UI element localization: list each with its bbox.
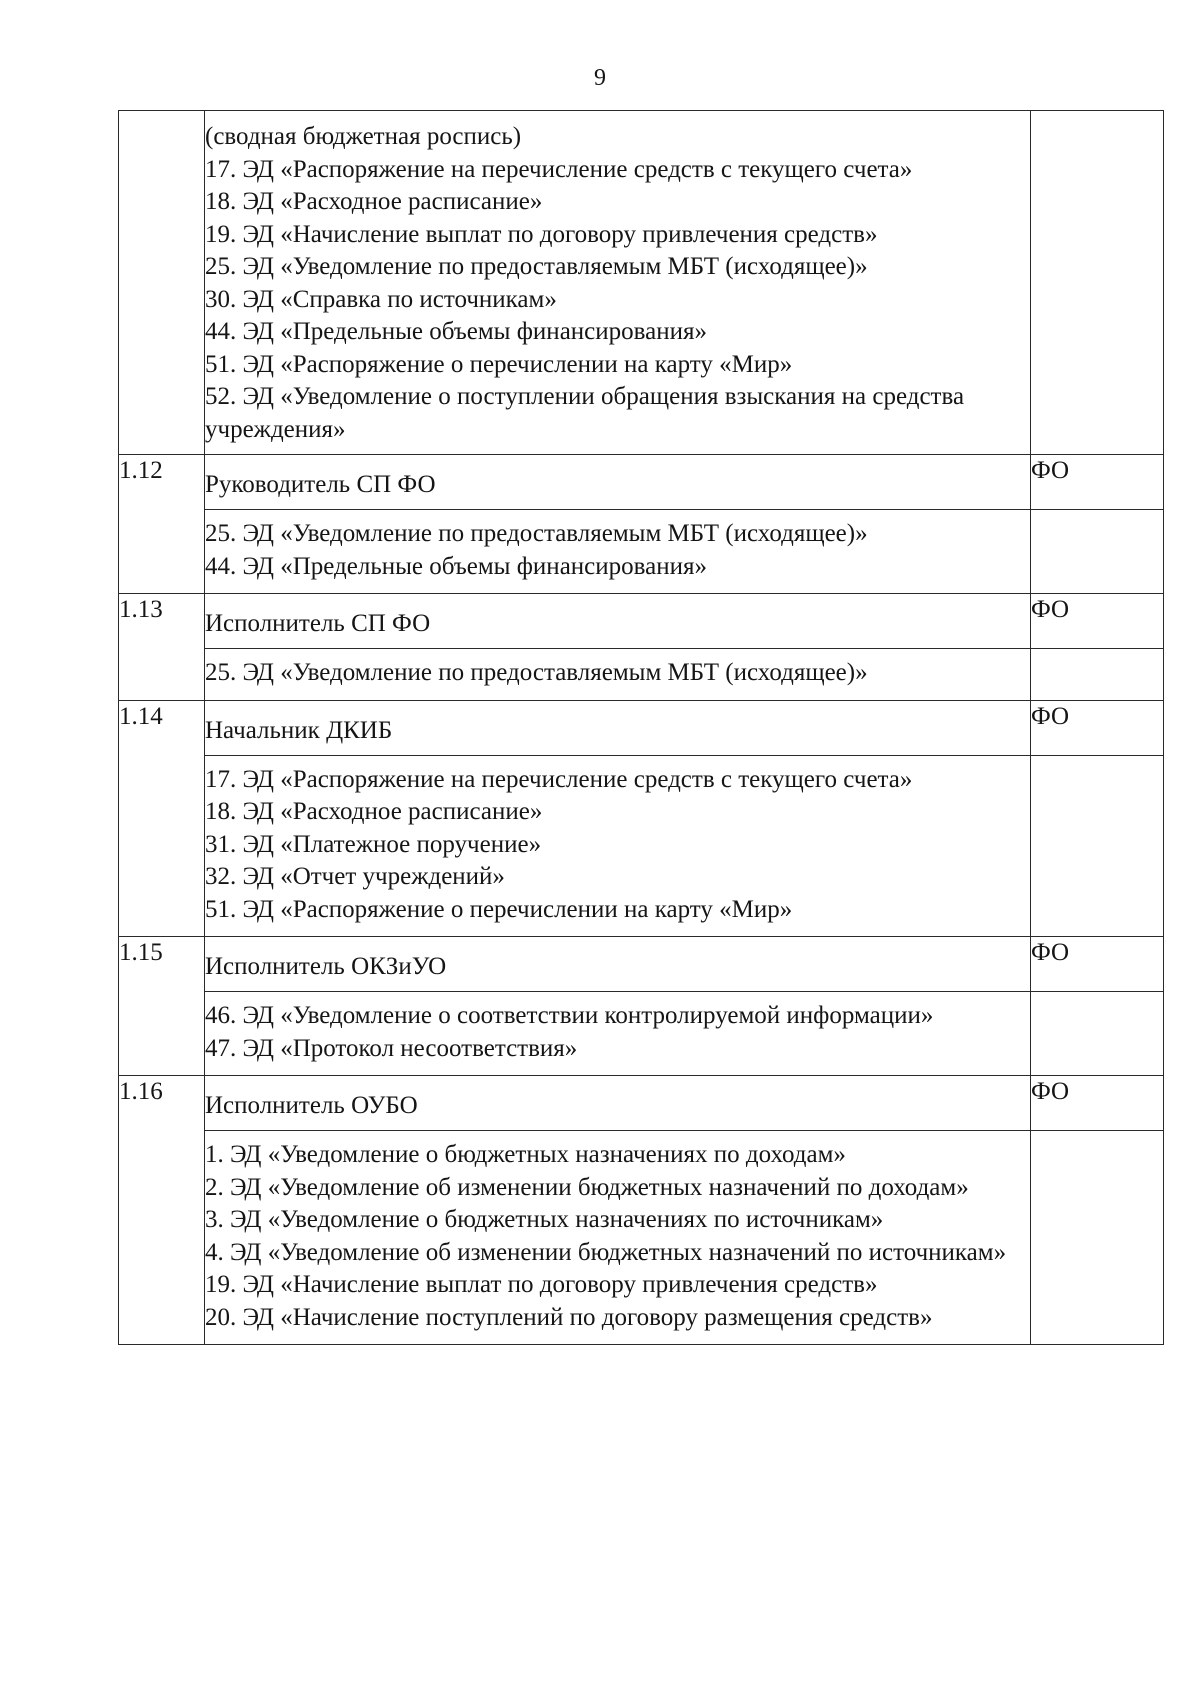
document-table bbox=[118, 110, 1164, 1345]
empty-cell bbox=[1031, 755, 1164, 937]
document-list bbox=[205, 1131, 1031, 1345]
list-item: 2. ЭД «Уведомление об изменении бюджетных назначений по доходам» bbox=[205, 1173, 969, 1201]
list-item: 4. ЭД «Уведомление об изменении бюджетных назначений по источникам» bbox=[205, 1238, 1007, 1266]
list-item: 19. ЭД «Начисление выплат по договору привлечения средств» bbox=[205, 1271, 878, 1298]
table-row bbox=[119, 1076, 1164, 1131]
list-item: 18. ЭД «Расходное расписание» bbox=[205, 188, 543, 215]
page-number: 9 bbox=[594, 65, 606, 91]
list-item: 31. ЭД «Платежное поручение» bbox=[205, 830, 542, 858]
row-number: 1.12 bbox=[119, 455, 205, 594]
org-code: ФО bbox=[1031, 455, 1164, 510]
list-item: 25. ЭД «Уведомление по предоставляемым МБТ (исходящее)» bbox=[205, 520, 868, 547]
role-title: Исполнитель СП ФО bbox=[205, 594, 1031, 649]
list-item: 44. ЭД «Предельные объемы финансирования» bbox=[205, 318, 707, 345]
list-item: 19. ЭД «Начисление выплат по договору привлечения средств» bbox=[205, 220, 878, 248]
table-row bbox=[119, 455, 1164, 510]
row-number: 1.13 bbox=[119, 594, 205, 701]
list-item: 17. ЭД «Распоряжение на перечисление средств с текущего счета» bbox=[205, 155, 913, 183]
table-row bbox=[119, 510, 1164, 594]
empty-cell bbox=[1031, 649, 1164, 701]
table-row bbox=[119, 594, 1164, 649]
list-item: 46. ЭД «Уведомление о соответствии контролируемой информации» bbox=[205, 1002, 934, 1029]
list-item: 20. ЭД «Начисление поступлений по договору размещения средств» bbox=[205, 1303, 933, 1331]
row-number: 1.14 bbox=[119, 700, 205, 937]
org-cell bbox=[1031, 111, 1164, 455]
list-item: (сводная бюджетная роспись) bbox=[205, 123, 522, 150]
role-title: Исполнитель ОУБО bbox=[205, 1076, 1031, 1131]
list-item: 44. ЭД «Предельные объемы финансирования» bbox=[205, 552, 707, 580]
table-row bbox=[119, 992, 1164, 1076]
list-item: 18. ЭД «Расходное расписание» bbox=[205, 798, 543, 825]
table-row bbox=[119, 755, 1164, 937]
role-title: Руководитель СП ФО bbox=[205, 455, 1031, 510]
document-list bbox=[205, 649, 1031, 701]
list-item: 32. ЭД «Отчет учреждений» bbox=[205, 863, 505, 890]
table-row bbox=[119, 1131, 1164, 1345]
list-item: 30. ЭД «Справка по источникам» bbox=[205, 285, 557, 313]
document-list bbox=[205, 755, 1031, 937]
list-item: 17. ЭД «Распоряжение на перечисление средств с текущего счета» bbox=[205, 765, 913, 793]
row-number: 1.15 bbox=[119, 937, 205, 1076]
org-code: ФО bbox=[1031, 1076, 1164, 1131]
table-row bbox=[119, 700, 1164, 755]
empty-cell bbox=[1031, 992, 1164, 1076]
document-list bbox=[205, 992, 1031, 1076]
table-row bbox=[119, 937, 1164, 992]
row-number: 1.16 bbox=[119, 1076, 205, 1345]
table-row bbox=[119, 649, 1164, 701]
document-list bbox=[205, 510, 1031, 594]
list-item: 25. ЭД «Уведомление по предоставляемым МБТ (исходящее)» bbox=[205, 253, 868, 280]
empty-cell bbox=[1031, 1131, 1164, 1345]
org-code: ФО bbox=[1031, 594, 1164, 649]
org-code: ФО bbox=[1031, 937, 1164, 992]
list-item: 52. ЭД «Уведомление о поступлении обращения взыскания на средства учреждения» bbox=[205, 383, 965, 443]
org-code: ФО bbox=[1031, 700, 1164, 755]
list-item: 47. ЭД «Протокол несоответствия» bbox=[205, 1034, 578, 1062]
role-title: Исполнитель ОКЗиУО bbox=[205, 937, 1031, 992]
role-title: Начальник ДКИБ bbox=[205, 700, 1031, 755]
list-item: 3. ЭД «Уведомление о бюджетных назначениях по источникам» bbox=[205, 1206, 884, 1233]
row-number-cell bbox=[119, 111, 205, 455]
list-item: 25. ЭД «Уведомление по предоставляемым МБТ (исходящее)» bbox=[205, 659, 868, 686]
list-item: 1. ЭД «Уведомление о бюджетных назначениях по доходам» bbox=[205, 1141, 846, 1168]
empty-cell bbox=[1031, 510, 1164, 594]
list-item: 51. ЭД «Распоряжение о перечислении на карту «Мир» bbox=[205, 350, 793, 378]
table-row-continuation bbox=[119, 111, 1164, 455]
document-list bbox=[205, 111, 1031, 455]
list-item: 51. ЭД «Распоряжение о перечислении на карту «Мир» bbox=[205, 895, 793, 923]
